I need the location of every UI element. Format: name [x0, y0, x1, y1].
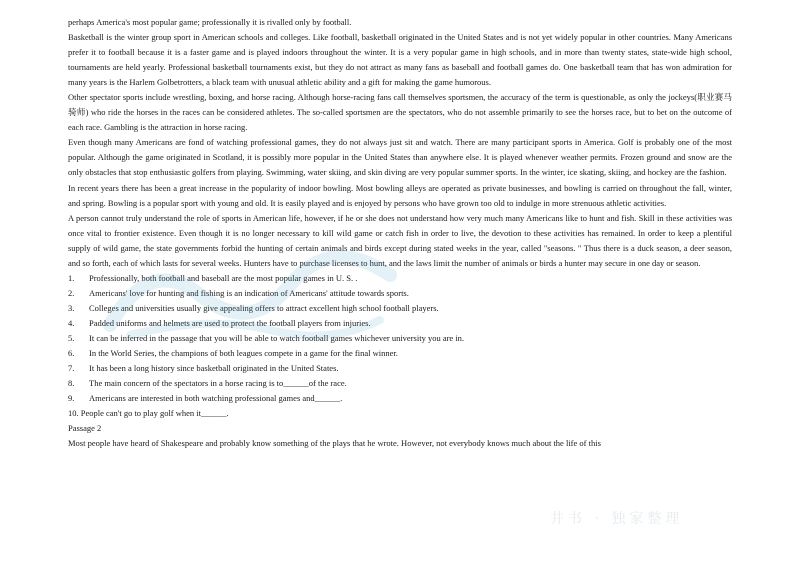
question-number: 8.	[68, 378, 75, 389]
question-text: It has been a long history since basketball originated in the United States.	[89, 363, 339, 374]
question-text: Professionally, both football and baseball are the most popular games in U. S. .	[89, 272, 358, 283]
paragraph-participant-sports: Even though many Americans are fond of watching professional games, they do not always just sit and watch. There are many participant sports in America. Golf is probably one of the most popular. Although the game originated in Scotland, it is possibly more popular in the United States than anywhere else. It is played whenever weather permits. Frozen ground and snow are the only obstacles that stop enthusiastic golfers from playing. Swimming, water skiing, and skin diving are very popular summer sports. In the winter, ice skating, skiing, and hockey are the fashion.	[68, 137, 732, 178]
document-page	[68, 15, 732, 451]
question-item	[68, 361, 732, 376]
question-item	[68, 391, 732, 406]
question-number: 3.	[68, 302, 75, 313]
question-number: 6.	[68, 348, 75, 359]
question-item	[68, 331, 732, 346]
question-number: 2.	[68, 287, 75, 298]
question-number: 1.	[68, 272, 75, 283]
question-item	[68, 376, 732, 391]
question-text: Americans' love for hunting and fishing is an indication of Americans' attitude towards sports.	[89, 287, 409, 298]
question-text: Colleges and universities usually give appealing offers to attract excellent high school football players.	[89, 302, 439, 313]
question-text: In the World Series, the champions of both leagues compete in a game for the final winner.	[89, 348, 398, 359]
question-text: The main concern of the spectators in a horse racing is to______of the race.	[89, 378, 347, 389]
corner-watermark-text: 井书 · 独家整理	[550, 511, 684, 527]
question-text: Padded uniforms and helmets are used to protect the football players from injuries.	[89, 317, 371, 328]
question-text: Americans are interested in both watching professional games and______.	[89, 393, 343, 404]
question-list	[68, 271, 732, 421]
question-item	[68, 286, 732, 301]
question-item	[68, 301, 732, 316]
question-number: 7.	[68, 363, 75, 374]
question-item-10: 10. People can't go to play golf when it______.	[68, 408, 229, 419]
question-text: It can be inferred in the passage that you will be able to watch football games whichever university you are in.	[89, 332, 465, 343]
paragraph-bowling: In recent years there has been a great increase in the popularity of indoor bowling. Most bowling alleys are operated as private businesses, and bowling is carried on throughout the fall, winter, and spring. Bowling is a popular sport with young and old. It is easily played and is enjoyed by persons who have grown too old to indulge in more strenuous athletic activities.	[68, 182, 732, 208]
paragraph-hunting-fishing: A person cannot truly understand the role of sports in American life, however, if he or she does not understand how very much many Americans like to hunt and fish. Skill in these activities was once vital to frontier existence. Even though it is no longer necessary to kill wild game or catch fish in order to live, the devotion to these activities has remained. In order to keep a plentiful supply of wild game, the state governments forbid the hunting of certain animals and birds except during stated weeks in the year, called "seasons. " Thus there is a duck season, a deer season, and so forth, each of which lasts for several weeks. Hunters have to purchase licenses to hunt, and the laws limit the number of animals or birds a hunter may secure in one day or season.	[68, 212, 732, 268]
paragraph-baseball-end: perhaps America's most popular game; professionally it is rivalled only by football.	[68, 17, 352, 27]
paragraph-spectator-sports: Other spectator sports include wrestling, boxing, and horse racing. Although horse-racing fans call themselves sportsmen, the accuracy of the term is questionable, as only the jockeys(职业赛马骑师) who ride the horses in the races can be considered athletes. The so-called sportsmen are the spectators, who do not assemble primarily to see the horses race, but to bet on the outcome of each race. Gambling is the attraction in horse racing.	[68, 92, 732, 133]
question-item	[68, 316, 732, 331]
passage-2-heading: Passage 2	[68, 423, 102, 434]
question-number: 5.	[68, 332, 75, 343]
paragraph-basketball: Basketball is the winter group sport in American schools and colleges. Like football, basketball originated in the United States and is not yet widely popular in other countries. Many Americans prefer it to football because it is a faster game and is played indoors throughout the winter. It is a very popular game in high schools, and in more than twenty states, state-wide high school, tournaments are held yearly. Professional basketball tournaments exist, but they do not attract as many fans as baseball and football games do. One basketball team that has won admiration for many years is the Harlem Golbetrotters, a black team with unusual athletic ability and a gift for making the game humorous.	[68, 32, 732, 88]
question-number: 4.	[68, 317, 75, 328]
question-item	[68, 271, 732, 286]
question-number: 9.	[68, 393, 75, 404]
question-item	[68, 346, 732, 361]
passage-2-text: Most people have heard of Shakespeare and probably know something of the plays that he wrote. However, not everybody knows much about the life of this	[68, 438, 601, 449]
